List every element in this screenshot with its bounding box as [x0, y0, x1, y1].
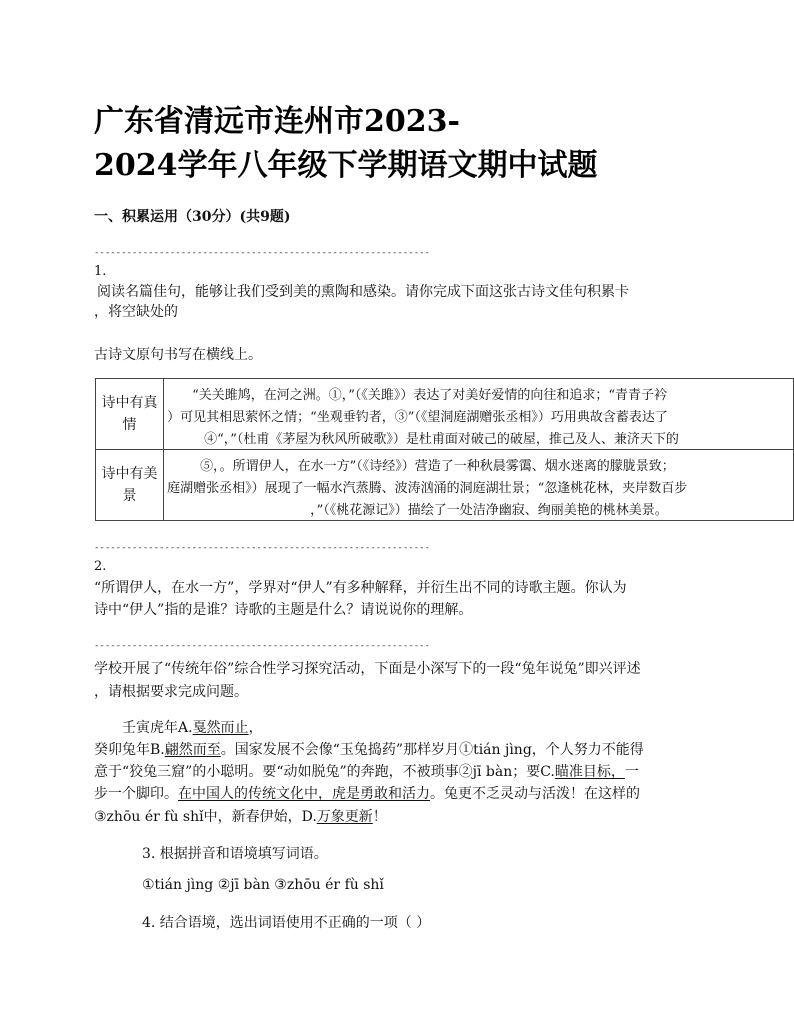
question-number: 1.	[94, 264, 107, 279]
passage-text: 一	[624, 764, 639, 780]
underlined-phrase-c: 瞄准目标，	[554, 764, 625, 780]
row-header-true-feeling: 诗中有真情	[96, 379, 164, 450]
passage-text: ！	[372, 809, 387, 825]
passage-line	[94, 739, 644, 759]
table-row	[96, 379, 794, 450]
question-text: 古诗文原句书写在横线上。	[94, 347, 262, 363]
sub-question-3-items: ①tián jìng ②jī bàn ③zhōu ér fù shǐ	[142, 877, 384, 893]
passage-text: 壬寅虎年A.	[122, 720, 193, 736]
passage-text: 癸卯兔年B.	[94, 742, 165, 758]
passage-text: 。国家发展不会像“玉兔捣药”那样岁月①tián jìng，个人努力不能得	[220, 742, 644, 758]
row-content	[164, 379, 794, 450]
question-text: 阅读名篇佳句，能够让我们受到美的熏陶和感染。请你完成下面这张古诗文佳句积累卡	[97, 284, 629, 300]
passage-text: 步一个脚印。	[94, 786, 178, 802]
table-row	[96, 450, 794, 521]
question-text: ，请根据要求完成问题。	[94, 684, 248, 700]
passage-line	[94, 783, 640, 803]
doc-title-line2: 2024学年八年级下学期语文期中试题	[94, 148, 598, 183]
divider: --------------------------------------------------------------	[94, 641, 430, 651]
underlined-sentence: 在中国人的传统文化中，虎是勇敢和活力	[178, 786, 430, 802]
poem-line: ）可见其相思萦怀之情；“坐观垂钓者，③”（《望洞庭湖赠张丞相》）巧用典故含蓄表达了	[167, 410, 668, 425]
divider: --------------------------------------------------------------	[94, 543, 430, 553]
underlined-phrase-b: 翩然而至	[164, 742, 221, 758]
underlined-phrase-d: 万象更新	[316, 809, 373, 825]
poem-card-table	[95, 378, 794, 521]
question-number: 2.	[94, 559, 107, 574]
question-text: ，将空缺处的	[94, 304, 178, 320]
sub-question-4: 4. 结合语境，选出词语使用不正确的一项（ ）	[142, 915, 431, 931]
passage-line	[94, 761, 639, 781]
poem-line: ，”（《桃花源记》）描绘了一处洁净幽寂、绚丽美艳的桃林美景。	[310, 503, 668, 518]
poem-line: 庭湖赠张丞相》）展现了一幅水汽蒸腾、波涛汹涌的洞庭湖壮景；“忽逢桃花林，夹岸数百步	[167, 481, 688, 496]
poem-line: “关关雎鸠，在河之洲。①，”（《关雎》）表达了对美好爱情的向往和追求；“青青子衿	[192, 388, 668, 403]
question-text: 学校开展了“传统年俗”综合性学习探究活动，下面是小深写下的一段“兔年说兔”即兴评述	[94, 661, 641, 677]
passage-line	[122, 717, 263, 737]
poem-line: ④“，”（杜甫《茅屋为秋风所破歌》）是杜甫面对破己的破屋，推己及人、兼济天下的	[204, 432, 679, 447]
passage-text: ，	[248, 720, 263, 736]
passage-text: ③zhōu ér fù shǐ中，新春伊始，D.	[94, 809, 317, 825]
row-header-beautiful-scene: 诗中有美景	[96, 450, 164, 521]
question-text: 诗中“伊人”指的是谁？诗歌的主题是什么？请说说你的理解。	[94, 602, 473, 618]
row-content	[164, 450, 794, 521]
passage-text: 。兔更不乏灵动与活泼！在这样的	[430, 786, 640, 802]
poem-line: ⑤，。所谓伊人，在水一方”（《诗经》）营造了一种秋晨雾霭、烟水迷离的朦胧景致；	[200, 459, 675, 474]
sub-question-3: 3. 根据拼音和语境填写词语。	[142, 846, 328, 862]
question-text: “所谓伊人，在水一方”，学界对“伊人”有多种解释，并衍生出不同的诗歌主题。你认为	[94, 580, 627, 596]
section-heading: 一、积累运用（30分）(共9题)	[94, 209, 291, 225]
doc-title-line1: 广东省清远市连州市2023-	[94, 104, 460, 139]
underlined-phrase-a: 戛然而止	[192, 720, 249, 736]
passage-text: 意于“狡兔三窟”的小聪明。要“动如脱兔”的奔跑，不被琐事②jī bàn；要C.	[94, 764, 555, 780]
passage-line	[94, 806, 387, 826]
divider: --------------------------------------------------------------	[94, 248, 430, 258]
